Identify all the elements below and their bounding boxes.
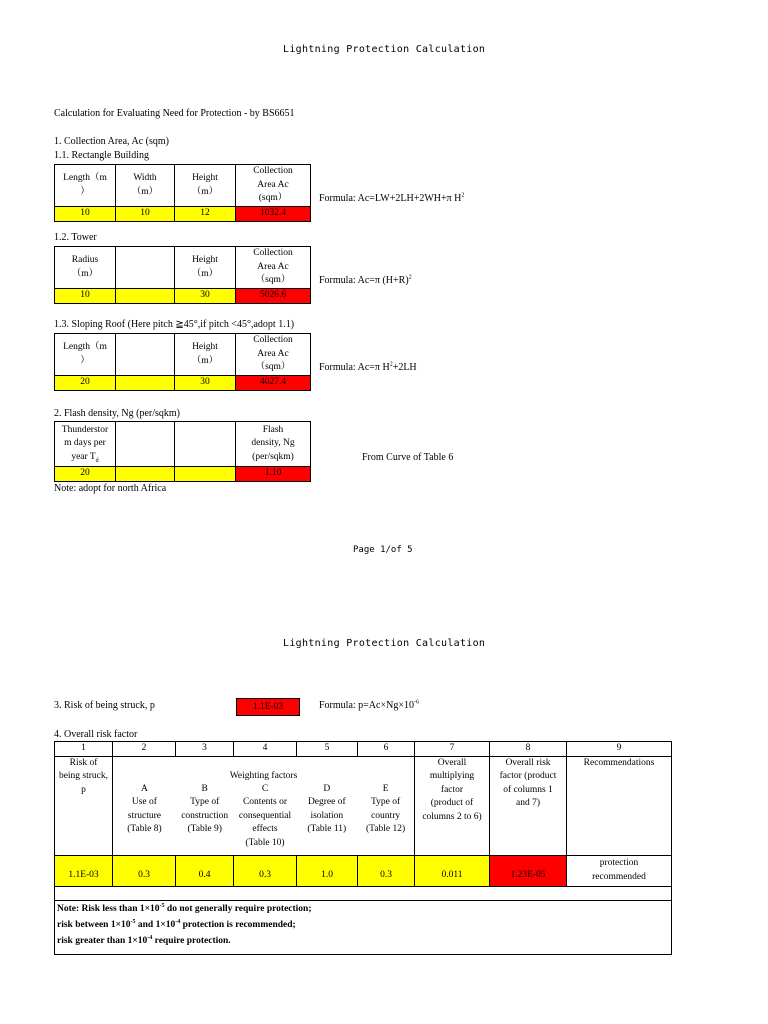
section-1-2-heading: 1.2. Tower: [54, 232, 97, 243]
col-number: 7: [415, 742, 490, 757]
spacer-row: [55, 886, 672, 900]
intro-text: Calculation for Evaluating Need for Protection - by BS6651: [54, 108, 295, 119]
factor-b-value[interactable]: 0.4: [176, 855, 234, 886]
weighting-factors-header: [113, 756, 415, 855]
width-header: Width （m）: [116, 165, 175, 207]
section-1-3-heading: 1.3. Sloping Roof (Here pitch ≧45°,if pitch <45°,adopt 1.1): [54, 319, 295, 330]
col-number: 6: [358, 742, 415, 757]
radius-value[interactable]: 10: [55, 289, 116, 304]
empty-value: [175, 467, 236, 482]
empty-header: [116, 422, 175, 467]
risk-struck-header: Risk of being struck, p: [55, 756, 113, 855]
height-header: Height （m）: [175, 247, 236, 289]
page-number: Page 1/of 5: [353, 545, 413, 555]
page-title: Lightning Protection Calculation: [283, 44, 486, 55]
formula-rectangle: Formula: Ac=LW+2LH+2WH+π $H^2$: [319, 192, 465, 204]
height-value[interactable]: 30: [175, 289, 236, 304]
formula-risk: Formula: $p=Ac\times Ng\times 10^{-6}$: [319, 699, 419, 711]
length-header: Length（m ）: [55, 165, 116, 207]
formula-sloping-roof: Formula: Ac=π $H^2+2LH$: [319, 361, 417, 373]
section-2-heading: 2. Flash density, Ng (per/sqkm): [54, 408, 181, 419]
col-number: 5: [297, 742, 358, 757]
empty-header: [116, 247, 175, 289]
height-header: Height （m）: [175, 165, 236, 207]
col-number: 9: [567, 742, 672, 757]
radius-header: Radius （m）: [55, 247, 116, 289]
empty-header: [116, 334, 175, 376]
recommendations-header: Recommendations: [567, 756, 672, 855]
factor-d-header: D Degree of isolation (Table 11): [307, 783, 347, 834]
width-value[interactable]: 10: [116, 207, 175, 222]
length-value[interactable]: 20: [55, 376, 116, 391]
height-value[interactable]: 30: [175, 376, 236, 391]
factor-d-value[interactable]: 1.0: [297, 855, 358, 886]
section-1-1-heading: 1.1. Rectangle Building: [54, 150, 149, 161]
formula-tower: Formula: Ac=π $(H+R)^2$: [319, 274, 412, 286]
col-number: 4: [234, 742, 297, 757]
collection-area-header: Collection Area Ac (sqm）: [236, 165, 311, 207]
col-number: 8: [490, 742, 567, 757]
collection-area-header: Collection Area Ac （sqm）: [236, 334, 311, 376]
col-number: 1: [55, 742, 113, 757]
overall-risk-table: [54, 741, 672, 955]
empty-value: [116, 467, 175, 482]
overall-risk-value: 1.23E-05: [490, 855, 567, 886]
factor-b-header: B Type of construction (Table 9): [181, 783, 229, 834]
col-number: 2: [113, 742, 176, 757]
collection-area-value: 1032.4: [236, 207, 311, 222]
flash-density-header: Flash density, Ng (per/sqkm): [236, 422, 311, 467]
collection-area-value: 4027.4: [236, 376, 311, 391]
length-value[interactable]: 10: [55, 207, 116, 222]
height-value[interactable]: 12: [175, 207, 236, 222]
risk-struck-value: 1.1E-03: [236, 698, 300, 716]
factor-a-header: A Use of structure (Table 8): [127, 783, 162, 834]
overall-risk-header: Overall risk factor (product of columns 1 and 7): [490, 756, 567, 855]
length-header: Length（m ）: [55, 334, 116, 376]
thunderstorm-days-value[interactable]: 20: [55, 467, 116, 482]
section-3-label: 3. Risk of being struck, p: [54, 700, 155, 711]
north-africa-note: Note: adopt for north Africa: [54, 483, 167, 494]
recommendation-value: protection recommended: [567, 855, 672, 886]
curve-note: From Curve of Table 6: [362, 452, 454, 463]
collection-area-header: Collection Area Ac （sqm）: [236, 247, 311, 289]
risk-struck-cell: 1.1E-03: [55, 855, 113, 886]
section-1-heading: 1. Collection Area, Ac (sqm): [54, 136, 169, 147]
factor-a-value[interactable]: 0.3: [113, 855, 176, 886]
flash-density-table: [54, 421, 311, 482]
thunderstorm-days-header: Thunderstor m days per year $T_d$: [55, 422, 116, 467]
factor-c-value[interactable]: 0.3: [234, 855, 297, 886]
multiplying-factor-header: Overall multiplying factor (product of columns 2 to 6): [415, 756, 490, 855]
empty-value: [116, 289, 175, 304]
empty-header: [175, 422, 236, 467]
flash-density-value: 1.10: [236, 467, 311, 482]
sloping-roof-table: [54, 333, 311, 391]
col-number: 3: [176, 742, 234, 757]
tower-table: [54, 246, 311, 304]
empty-value: [116, 376, 175, 391]
factor-e-header: E Type of country (Table 12): [366, 783, 406, 834]
height-header: Height （m）: [175, 334, 236, 376]
factor-c-header: C Contents or consequential effects (Table 10): [238, 783, 292, 848]
page-title: Lightning Protection Calculation: [283, 638, 486, 649]
rectangle-building-table: [54, 164, 311, 222]
risk-note: Note: Risk less than $1\times 10^{-5}$ do not generally require protection; risk between $1\times 10^{-5}$ and $1\times 10^{-4}$ protection is recommended; risk greater than $1\times 10^{-4}$ require protection.: [55, 900, 672, 954]
section-4-heading: 4. Overall risk factor: [54, 729, 138, 740]
multiplying-factor-value: 0.011: [415, 855, 490, 886]
factor-e-value[interactable]: 0.3: [358, 855, 415, 886]
collection-area-value: 5026.6: [236, 289, 311, 304]
weighting-factors-label: Weighting factors: [229, 770, 298, 781]
